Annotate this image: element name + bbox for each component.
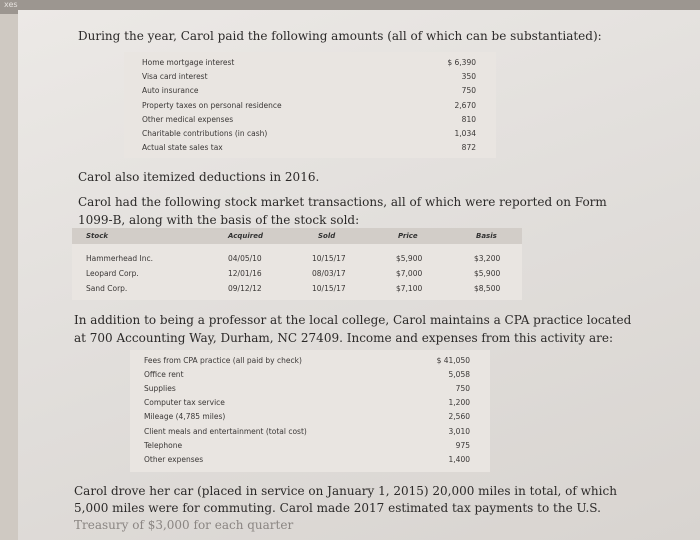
payment-amount: $ 6,390 xyxy=(447,58,476,67)
car-line-2: 5,000 miles were for commuting. Carol made 2017 estimated tax payments to the U.S. xyxy=(74,501,601,515)
cpa-item-label: Mileage (4,785 miles) xyxy=(144,412,226,421)
payment-amount: 750 xyxy=(461,86,476,95)
stock-intro-line-2: 1099-B, along with the basis of the stock sold: xyxy=(78,213,360,227)
payment-label: Home mortgage interest xyxy=(142,58,235,67)
payment-label: Auto insurance xyxy=(142,86,199,95)
cpa-item-label: Office rent xyxy=(144,370,184,379)
stock-header-sold: Sold xyxy=(318,232,336,240)
itemized-note: Carol also itemized deductions in 2016. xyxy=(78,170,320,184)
stock-cell-basis: $5,900 xyxy=(474,269,501,278)
stock-cell-price: $5,900 xyxy=(396,254,423,263)
cpa-item-amount: 1,200 xyxy=(448,398,470,407)
stock-table-body xyxy=(72,244,522,300)
stock-cell-acquired: 12/01/16 xyxy=(228,269,262,278)
cpa-item-label: Fees from CPA practice (all paid by check) xyxy=(144,356,302,365)
car-line-1: Carol drove her car (placed in service on January 1, 2015) 20,000 miles in total, of which xyxy=(74,484,617,498)
stock-cell-sold: 08/03/17 xyxy=(312,269,346,278)
stock-cell-sold: 10/15/17 xyxy=(312,284,346,293)
stock-table-header xyxy=(72,228,522,244)
cpa-item-amount: 3,010 xyxy=(448,427,470,436)
cpa-intro-line-2: at 700 Accounting Way, Durham, NC 27409. Income and expenses from this activity are: xyxy=(74,331,613,345)
payment-label: Other medical expenses xyxy=(142,115,234,124)
cpa-item-label: Other expenses xyxy=(144,455,204,464)
cpa-items-panel xyxy=(130,350,490,472)
payment-label: Charitable contributions (in cash) xyxy=(142,129,268,138)
payment-amount: 810 xyxy=(461,115,476,124)
intro-paragraph: During the year, Carol paid the following amounts (all of which can be substantiated): xyxy=(78,29,602,43)
payment-label: Property taxes on personal residence xyxy=(142,101,282,110)
cpa-item-label: Client meals and entertainment (total cost) xyxy=(144,427,307,436)
stock-cell-name: Leopard Corp. xyxy=(86,269,139,278)
stock-header-basis: Basis xyxy=(476,232,497,240)
payments-panel xyxy=(124,52,496,158)
cpa-intro-line-1: In addition to being a professor at the local college, Carol maintains a CPA practice located xyxy=(74,313,632,327)
stock-cell-price: $7,000 xyxy=(396,269,423,278)
cpa-item-amount: 750 xyxy=(455,384,470,393)
stock-cell-basis: $3,200 xyxy=(474,254,501,263)
top-strip-text: xes xyxy=(4,0,18,9)
cpa-item-label: Supplies xyxy=(144,384,176,393)
cpa-item-label: Telephone xyxy=(144,441,183,450)
payment-amount: 872 xyxy=(461,143,476,152)
payment-amount: 350 xyxy=(461,72,476,81)
payment-label: Actual state sales tax xyxy=(142,143,223,152)
stock-header-acquired: Acquired xyxy=(228,232,263,240)
cpa-item-amount: 5,058 xyxy=(448,370,470,379)
stock-header-stock: Stock xyxy=(86,232,109,240)
cpa-item-amount: 975 xyxy=(455,441,470,450)
car-line-3: Treasury of $3,000 for each quarter xyxy=(74,518,294,532)
stock-header-price: Price xyxy=(398,232,418,240)
stock-cell-name: Sand Corp. xyxy=(86,284,128,293)
cpa-item-amount: 1,400 xyxy=(448,455,470,464)
cpa-item-amount: 2,560 xyxy=(448,412,470,421)
cpa-item-amount: $ 41,050 xyxy=(436,356,470,365)
stock-cell-acquired: 04/05/10 xyxy=(228,254,262,263)
payment-amount: 2,670 xyxy=(454,101,476,110)
stock-cell-basis: $8,500 xyxy=(474,284,501,293)
payment-label: Visa card interest xyxy=(142,72,208,81)
stock-cell-price: $7,100 xyxy=(396,284,423,293)
cpa-item-label: Computer tax service xyxy=(144,398,225,407)
stock-cell-name: Hammerhead Inc. xyxy=(86,254,153,263)
stock-cell-sold: 10/15/17 xyxy=(312,254,346,263)
payment-amount: 1,034 xyxy=(454,129,476,138)
stock-intro-line-1: Carol had the following stock market transactions, all of which were reported on Form xyxy=(78,195,607,209)
stock-cell-acquired: 09/12/12 xyxy=(228,284,262,293)
